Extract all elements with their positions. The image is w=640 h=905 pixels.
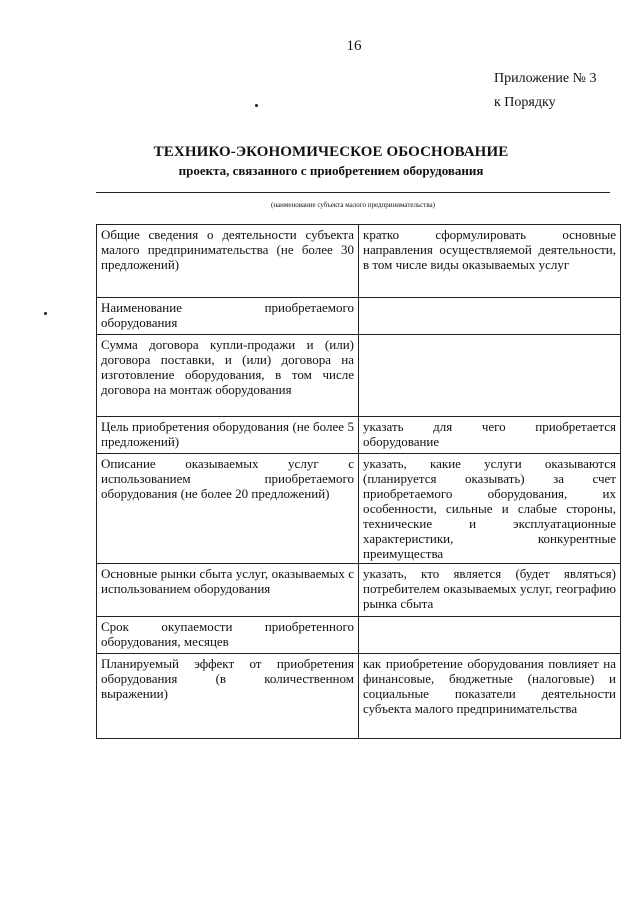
table-row <box>97 564 621 617</box>
entity-name-line <box>96 192 610 193</box>
entity-name-caption: (наименование субъекта малого предпринимательства) <box>270 201 435 209</box>
table-row <box>97 298 621 335</box>
table-row <box>97 654 621 739</box>
table-row <box>97 617 621 654</box>
appendix-reference: к Порядку <box>494 95 556 110</box>
scan-speck <box>255 104 258 107</box>
table-row <box>97 417 621 454</box>
table-cell-instruction <box>359 617 621 654</box>
appendix-label: Приложение № 3 <box>494 71 597 86</box>
table-cell-instruction: указать, кто является (будет являться) потребителем оказываемых услуг, географию рынка сбыта <box>359 564 621 617</box>
table-cell-instruction: указать, какие услуги оказываются (планируется оказывать) за счет приобретаемого оборудования, их особенности, сильные и слабые стороны, технические и эксплуатационные характеристики, конкурентные преимущества <box>359 454 621 564</box>
document-title: ТЕХНИКО-ЭКОНОМИЧЕСКОЕ ОБОСНОВАНИЕ <box>153 144 509 160</box>
table-row <box>97 454 621 564</box>
page-number: 16 <box>346 38 362 54</box>
table-cell-field: Наименование приобретаемого оборудования <box>97 298 359 335</box>
table-cell-field: Цель приобретения оборудования (не более 5 предложений) <box>97 417 359 454</box>
table-cell-field: Срок окупаемости приобретенного оборудования, месяцев <box>97 617 359 654</box>
table-row <box>97 335 621 417</box>
table-cell-field: Общие сведения о деятельности субъекта малого предпринимательства (не более 30 предложений) <box>97 225 359 298</box>
table-cell-field: Планируемый эффект от приобретения оборудования (в количественном выражении) <box>97 654 359 739</box>
table-cell-field: Сумма договора купли-продажи и (или) договора поставки, и (или) договора на изготовление оборудования, в том числе договора на монтаж оборудования <box>97 335 359 417</box>
table-cell-field: Основные рынки сбыта услуг, оказываемых с использованием оборудования <box>97 564 359 617</box>
table-row <box>97 225 621 298</box>
document-subtitle: проекта, связанного с приобретением оборудования <box>178 163 484 178</box>
table-cell-instruction: как приобретение оборудования повлияет на финансовые, бюджетные (налоговые) и социальные показатели деятельности субъекта малого предпринимательства <box>359 654 621 739</box>
feasibility-table <box>96 224 621 739</box>
table-cell-instruction: кратко сформулировать основные направления осуществляемой деятельности, в том числе виды оказываемых услуг <box>359 225 621 298</box>
table-cell-instruction <box>359 298 621 335</box>
table-cell-instruction <box>359 335 621 417</box>
table-cell-field: Описание оказываемых услуг с использованием приобретаемого оборудования (не более 20 предложений) <box>97 454 359 564</box>
table-cell-instruction: указать для чего приобретается оборудование <box>359 417 621 454</box>
scan-speck <box>44 312 47 315</box>
